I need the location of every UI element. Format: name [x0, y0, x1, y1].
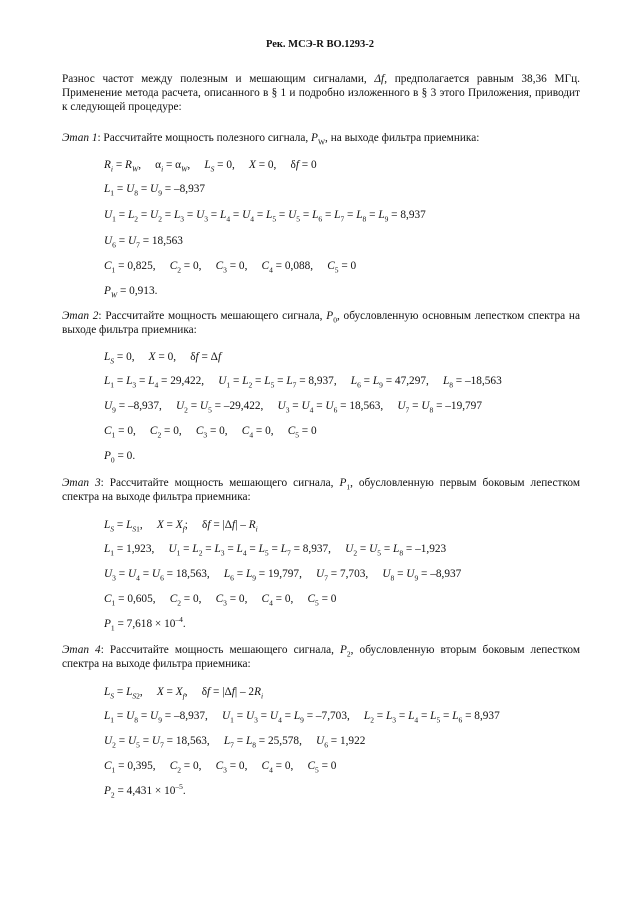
stage3-formula-4: $C_1 = 0,605$, $C_2 = 0$, $C_3 = 0$, $C_4 = 0$, $C_5 = 0$	[104, 593, 337, 608]
stage1-formula-6: $P_W = 0,913$.	[104, 285, 158, 300]
intro-text-1b: , предполагается равным 38,36 МГц.	[384, 73, 580, 85]
stage4-formula-4: $C_1 = 0,395$, $C_2 = 0$, $C_3 = 0$, $C_4 = 0$, $C_5 = 0$	[104, 760, 337, 775]
stage2-label: Этап 2	[62, 310, 99, 322]
page-header: Рек. МСЭ-R BO.1293-2	[265, 39, 375, 50]
stage2-formula-1: $L_S = 0$, X = 0, δf = Δf	[104, 351, 222, 366]
stage1-label: Этап 1	[62, 132, 98, 144]
stage1-formula-4: $U_6 = U_7 = 18,563$	[104, 235, 183, 250]
stage3-formula-5: $P_1 = 7,618 \times 10^{-4}$.	[104, 615, 186, 633]
stage3-formula-1: $L_S = L_{S1}$, $X = X_f$; $\delta f = |\Delta f| - R_i$	[104, 519, 258, 534]
stage1-heading: Этап 1: Рассчитайте мощность полезного сигнала, $P_W$, на выходе фильтра приемника:	[62, 132, 480, 147]
stage1-formula-3: $U_1 = L_2 = U_2 = L_3 = U_3 = L_4 = U_4 = L_5 = U_5 = L_6 = L_7 = L_8 = L_9 = 8,937$	[104, 209, 426, 224]
stage3-formula-2: $L_1 = 1,923$, $U_1 = L_2 = L_3 = L_4 = L_5 = L_7 = 8,937$, $U_2 = U_5 = L_8 = -1,923$	[104, 543, 447, 558]
stage2-formula-4: $C_1 = 0$, $C_2 = 0$, $C_3 = 0$, $C_4 = 0$, $C_5 = 0$	[104, 425, 317, 440]
intro-text-2: Применение метода расчета, описанного в § 1 и подробно изложенного в § 3 этого Приложения, приводит к следующей процедуре:	[62, 87, 580, 113]
stage3-formula-3: $U_3 = U_4 = U_6 = 18,563$, $L_6 = L_9 = 19,797$, $U_7 = 7,703$, $U_8 = U_9 = -8,937$	[104, 568, 462, 583]
stage2-formula-2: $L_1 = L_3 = L_4 = 29,422$, $U_1 = L_2 = L_5 = L_7 = 8,937$, $L_6 = L_9 = 47,297$, $L_8 = -18,563$	[104, 375, 502, 390]
stage3-heading: Этап 3: Рассчитайте мощность мешающего сигнала, $P_1$, обусловленную первым боковым лепестком спектра на выходе фильтра приемника:	[62, 477, 580, 503]
stage3-label: Этап 3	[62, 477, 101, 489]
stage4-heading: Этап 4: Рассчитайте мощность мешающего сигнала, $P_2$, обусловленную вторым боковым лепестком спектра на выходе фильтра приемника:	[62, 644, 580, 670]
stage4-formula-1: $L_S = L_{S2}$, $X = X_f$, $\delta f = |\Delta f| - 2R_i$	[104, 686, 264, 701]
stage4-formula-2: $L_1 = U_8 = U_9 = -8,937$, $U_1 = U_3 = U_4 = L_9 = -7,703$, $L_2 = L_3 = L_4 = L_5 = L_6 = 8,937$	[104, 710, 500, 725]
stage4-formula-3: $U_2 = U_5 = U_7 = 18,563$, $L_7 = L_8 = 25,578$, $U_6 = 1,922$	[104, 735, 366, 750]
stage2-formula-5: $P_0 = 0$.	[104, 450, 136, 465]
stage1-formula-5: $C_1 = 0,825$, $C_2 = 0$, $C_3 = 0$, $C_4 = 0,088$, $C_5 = 0$	[104, 260, 357, 275]
intro-delta-f: Δf	[374, 73, 385, 85]
stage2-heading: Этап 2: Рассчитайте мощность мешающего сигнала, $P_0$, обусловленную основным лепестком спектра на выходе фильтра приемника:	[62, 310, 580, 336]
intro-paragraph	[62, 72, 580, 114]
intro-text-1a: Разнос частот между полезным и мешающим сигналами,	[62, 73, 375, 85]
stage4-formula-5: $P_2 = 4,431 \times 10^{-5}$.	[104, 782, 186, 800]
stage2-formula-3: $U_9 = -8,937$, $U_2 = U_5 = -29,422$, $U_3 = U_4 = U_6 = 18,563$, $U_7 = U_8 = -19,797$	[104, 400, 482, 415]
stage4-label: Этап 4	[62, 644, 101, 656]
stage1-formula-2: $L_1 = U_8 = U_9 = -8,937$	[104, 183, 206, 198]
stage1-formula-1: $R_i = R_W$, $\alpha_i = \alpha_W$, $L_S = 0$, X = 0, δf = 0	[104, 159, 317, 174]
